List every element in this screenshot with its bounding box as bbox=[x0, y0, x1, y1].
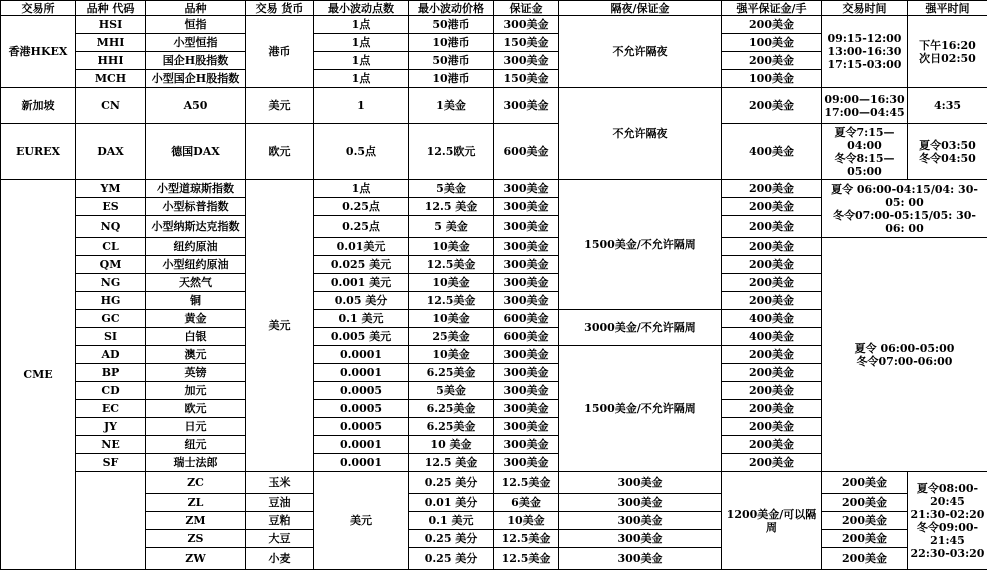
tick-value: 12.5 美金 bbox=[409, 454, 494, 472]
margin-value: 600美金 bbox=[494, 124, 559, 180]
tick-value: 5 美金 bbox=[409, 216, 494, 238]
liquidation-margin: 100美金 bbox=[722, 70, 822, 88]
header-tick: 最小波动点数 bbox=[314, 1, 409, 16]
tick-value: 12.5美金 bbox=[409, 292, 494, 310]
product-code: HHI bbox=[76, 52, 146, 70]
product-code: HSI bbox=[76, 16, 146, 34]
close-time-sg: 4:35 bbox=[908, 88, 987, 124]
tick-size: 1点 bbox=[314, 52, 409, 70]
tick-value: 10美金 bbox=[409, 274, 494, 292]
liquidation-margin: 400美金 bbox=[722, 310, 822, 328]
liquidation-margin: 400美金 bbox=[722, 328, 822, 346]
product-code: NE bbox=[76, 436, 146, 454]
liquidation-margin: 200美金 bbox=[822, 472, 908, 494]
exchange-cme: CME bbox=[1, 180, 76, 570]
liquidation-margin: 200美金 bbox=[722, 52, 822, 70]
header-liquidation: 强平保证金/手 bbox=[722, 1, 822, 16]
liquidation-margin: 200美金 bbox=[822, 494, 908, 512]
overnight-hk: 不允许隔夜 bbox=[559, 16, 722, 88]
margin-value: 150美金 bbox=[494, 70, 559, 88]
product-code: CL bbox=[76, 238, 146, 256]
liquidation-margin: 200美金 bbox=[722, 238, 822, 256]
product-name: 恒指 bbox=[146, 16, 246, 34]
margin-value: 300美金 bbox=[559, 548, 722, 570]
table-row bbox=[1, 88, 987, 124]
tick-size: 0.1 美元 bbox=[314, 310, 409, 328]
liquidation-margin: 200美金 bbox=[722, 436, 822, 454]
liquidation-margin: 200美金 bbox=[722, 274, 822, 292]
header-tick-value: 最小波动价格 bbox=[409, 1, 494, 16]
liquidation-margin: 200美金 bbox=[722, 216, 822, 238]
tick-size: 0.25 美分 bbox=[409, 472, 494, 494]
product-name: 小型国企H股指数 bbox=[146, 70, 246, 88]
product-name: 豆油 bbox=[246, 494, 314, 512]
currency-hk: 港币 bbox=[246, 16, 314, 88]
product-name: 小型恒指 bbox=[146, 34, 246, 52]
product-name: 天然气 bbox=[146, 274, 246, 292]
product-name: 豆粕 bbox=[246, 512, 314, 530]
tick-value: 10美金 bbox=[409, 310, 494, 328]
product-code: NG bbox=[76, 274, 146, 292]
table-row bbox=[1, 530, 987, 548]
product-name: 英镑 bbox=[146, 364, 246, 382]
tick-size: 1 bbox=[314, 88, 409, 124]
table-row bbox=[1, 180, 987, 198]
product-code: QM bbox=[76, 256, 146, 274]
tick-value: 12.5美金 bbox=[494, 548, 559, 570]
margin-value: 300美金 bbox=[494, 400, 559, 418]
tick-value: 10港币 bbox=[409, 34, 494, 52]
liquidation-margin: 200美金 bbox=[822, 512, 908, 530]
tick-size: 0.05 美分 bbox=[314, 292, 409, 310]
header-code: 品种 代码 bbox=[76, 1, 146, 16]
tick-value: 10 美金 bbox=[409, 436, 494, 454]
product-code: CD bbox=[76, 382, 146, 400]
product-code: HG bbox=[76, 292, 146, 310]
trade-time-cme-grain: 夏令08:00-20:45 21:30-02:20 冬令09:00-21:45 22:30-03:20 bbox=[908, 472, 987, 570]
product-name: 欧元 bbox=[146, 400, 246, 418]
tick-size: 0.005 美元 bbox=[314, 328, 409, 346]
product-name: 小型纳斯达克指数 bbox=[146, 216, 246, 238]
tick-size: 1点 bbox=[314, 34, 409, 52]
currency-eurex: 欧元 bbox=[246, 124, 314, 180]
margin-value: 300美金 bbox=[494, 436, 559, 454]
product-code: ZL bbox=[146, 494, 246, 512]
table-row bbox=[1, 548, 987, 570]
margin-value: 300美金 bbox=[494, 292, 559, 310]
product-code: SF bbox=[76, 454, 146, 472]
tick-size: 0.0005 bbox=[314, 418, 409, 436]
tick-size: 1点 bbox=[314, 180, 409, 198]
header-overnight: 隔夜/保证金 bbox=[559, 1, 722, 16]
overnight-cme-b: 3000美金/不允许隔周 bbox=[559, 310, 722, 346]
close-time-eurex: 夏令03:50 冬令04:50 bbox=[908, 124, 987, 180]
liquidation-margin: 200美金 bbox=[722, 88, 822, 124]
margin-value: 300美金 bbox=[494, 274, 559, 292]
tick-value: 10美金 bbox=[494, 512, 559, 530]
trade-time-hk: 09:15-12:00 13:00-16:30 17:15-03:00 bbox=[822, 16, 908, 88]
liquidation-margin: 200美金 bbox=[722, 400, 822, 418]
tick-size: 0.25 美分 bbox=[409, 548, 494, 570]
tick-value: 6美金 bbox=[494, 494, 559, 512]
tick-value: 5美金 bbox=[409, 180, 494, 198]
liquidation-margin: 200美金 bbox=[722, 198, 822, 216]
product-name: 日元 bbox=[146, 418, 246, 436]
product-code: SI bbox=[76, 328, 146, 346]
overnight-sg-eurex: 不允许隔夜 bbox=[559, 88, 722, 180]
tick-size: 0.1 美元 bbox=[409, 512, 494, 530]
product-code: AD bbox=[76, 346, 146, 364]
liquidation-margin: 200美金 bbox=[822, 530, 908, 548]
margin-value: 300美金 bbox=[494, 88, 559, 124]
currency-cme-2: 美元 bbox=[314, 472, 409, 570]
margin-value: 300美金 bbox=[494, 346, 559, 364]
header-product: 品种 bbox=[146, 1, 246, 16]
product-code: EC bbox=[76, 400, 146, 418]
tick-value: 12.5美金 bbox=[409, 256, 494, 274]
margin-value: 300美金 bbox=[494, 52, 559, 70]
product-name: 小型标普指数 bbox=[146, 198, 246, 216]
tick-value: 50港币 bbox=[409, 52, 494, 70]
margin-value: 300美金 bbox=[494, 454, 559, 472]
tick-size: 0.0001 bbox=[314, 346, 409, 364]
product-code: DAX bbox=[76, 124, 146, 180]
product-name: 澳元 bbox=[146, 346, 246, 364]
tick-value: 12.5美金 bbox=[494, 530, 559, 548]
margin-value: 300美金 bbox=[559, 512, 722, 530]
tick-value: 10港币 bbox=[409, 70, 494, 88]
liquidation-margin: 200美金 bbox=[722, 292, 822, 310]
exchange-sg: 新加坡 bbox=[1, 88, 76, 124]
liquidation-margin: 200美金 bbox=[822, 548, 908, 570]
liquidation-margin: 200美金 bbox=[722, 180, 822, 198]
liquidation-margin: 400美金 bbox=[722, 124, 822, 180]
liquidation-margin: 200美金 bbox=[722, 346, 822, 364]
trade-time-cme-mid: 夏令 06:00-05:00 冬令07:00-06:00 bbox=[822, 238, 987, 472]
margin-value: 300美金 bbox=[494, 418, 559, 436]
tick-value: 10美金 bbox=[409, 346, 494, 364]
margin-value: 300美金 bbox=[559, 530, 722, 548]
tick-size: 0.0001 bbox=[314, 454, 409, 472]
product-name: 纽约原油 bbox=[146, 238, 246, 256]
product-code: ZM bbox=[146, 512, 246, 530]
tick-value: 50港币 bbox=[409, 16, 494, 34]
table-row bbox=[1, 494, 987, 512]
tick-value: 6.25美金 bbox=[409, 418, 494, 436]
product-name: 国企H股指数 bbox=[146, 52, 246, 70]
close-time-hk: 下午16:20 次日02:50 bbox=[908, 16, 987, 88]
liquidation-margin: 200美金 bbox=[722, 364, 822, 382]
header-row bbox=[1, 1, 987, 16]
tick-value: 6.25美金 bbox=[409, 400, 494, 418]
overnight-cme-a: 1500美金/不允许隔周 bbox=[559, 180, 722, 310]
product-code: ES bbox=[76, 198, 146, 216]
liquidation-margin: 100美金 bbox=[722, 34, 822, 52]
overnight-cme-c: 1500美金/不允许隔周 bbox=[559, 346, 722, 472]
tick-size: 0.01美元 bbox=[314, 238, 409, 256]
table-row bbox=[1, 16, 987, 34]
tick-size: 0.0001 bbox=[314, 436, 409, 454]
header-close-time: 强平时间 bbox=[908, 1, 987, 16]
tick-size: 0.0005 bbox=[314, 400, 409, 418]
exchange-eurex: EUREX bbox=[1, 124, 76, 180]
product-code: ZS bbox=[146, 530, 246, 548]
margin-value: 300美金 bbox=[494, 256, 559, 274]
margin-value: 300美金 bbox=[494, 238, 559, 256]
trade-time-sg: 09:00—16:30 17:00—04:45 bbox=[822, 88, 908, 124]
liquidation-margin: 200美金 bbox=[722, 16, 822, 34]
table-row bbox=[1, 238, 987, 256]
margin-value: 600美金 bbox=[494, 328, 559, 346]
product-code: NQ bbox=[76, 216, 146, 238]
product-name: 白银 bbox=[146, 328, 246, 346]
margin-value: 300美金 bbox=[494, 198, 559, 216]
tick-size: 1点 bbox=[314, 70, 409, 88]
tick-size: 0.0005 bbox=[314, 382, 409, 400]
tick-size: 0.25点 bbox=[314, 216, 409, 238]
table-row bbox=[1, 512, 987, 530]
product-code: GC bbox=[76, 310, 146, 328]
exchange-hk: 香港HKEX bbox=[1, 16, 76, 88]
product-name: 玉米 bbox=[246, 472, 314, 494]
product-name: 大豆 bbox=[246, 530, 314, 548]
margin-value: 150美金 bbox=[494, 34, 559, 52]
product-name: 德国DAX bbox=[146, 124, 246, 180]
header-exchange: 交易所 bbox=[1, 1, 76, 16]
product-code: MHI bbox=[76, 34, 146, 52]
tick-size: 0.5点 bbox=[314, 124, 409, 180]
trade-time-cme-index: 夏令 06:00-04:15/04: 30- 05: 00 冬令07:00-05:15/05: 30- 06: 00 bbox=[822, 180, 987, 238]
header-margin: 保证金 bbox=[494, 1, 559, 16]
tick-value: 6.25美金 bbox=[409, 364, 494, 382]
liquidation-margin: 200美金 bbox=[722, 454, 822, 472]
tick-size: 0.0001 bbox=[314, 364, 409, 382]
header-currency: 交易 货币 bbox=[246, 1, 314, 16]
tick-value: 10美金 bbox=[409, 238, 494, 256]
liquidation-margin: 200美金 bbox=[722, 382, 822, 400]
product-name: 小型纽约原油 bbox=[146, 256, 246, 274]
product-name: 小型道琼斯指数 bbox=[146, 180, 246, 198]
currency-cme-1: 美元 bbox=[246, 180, 314, 472]
table-row bbox=[1, 472, 987, 494]
product-name: 铜 bbox=[146, 292, 246, 310]
margin-value: 300美金 bbox=[494, 180, 559, 198]
tick-value: 12.5 美金 bbox=[409, 198, 494, 216]
product-name: 瑞士法郎 bbox=[146, 454, 246, 472]
tick-value: 25美金 bbox=[409, 328, 494, 346]
tick-value: 12.5美金 bbox=[494, 472, 559, 494]
product-code: JY bbox=[76, 418, 146, 436]
margin-value: 600美金 bbox=[494, 310, 559, 328]
product-name: 纽元 bbox=[146, 436, 246, 454]
overnight-cme-d: 1200美金/可以隔周 bbox=[722, 472, 822, 570]
exchange-cme-grain bbox=[76, 472, 146, 570]
product-name: 黄金 bbox=[146, 310, 246, 328]
product-code: BP bbox=[76, 364, 146, 382]
product-code: YM bbox=[76, 180, 146, 198]
margin-value: 300美金 bbox=[494, 16, 559, 34]
product-name: 小麦 bbox=[246, 548, 314, 570]
tick-size: 0.25 美分 bbox=[409, 530, 494, 548]
product-code: CN bbox=[76, 88, 146, 124]
product-name: A50 bbox=[146, 88, 246, 124]
liquidation-margin: 200美金 bbox=[722, 418, 822, 436]
tick-size: 0.025 美元 bbox=[314, 256, 409, 274]
trade-time-eurex: 夏令7:15— 04:00 冬令8:15— 05:00 bbox=[822, 124, 908, 180]
margin-value: 300美金 bbox=[494, 364, 559, 382]
product-name: 加元 bbox=[146, 382, 246, 400]
header-trade-time: 交易时间 bbox=[822, 1, 908, 16]
margin-value: 300美金 bbox=[494, 216, 559, 238]
tick-size: 1点 bbox=[314, 16, 409, 34]
margin-value: 300美金 bbox=[494, 382, 559, 400]
tick-size: 0.25点 bbox=[314, 198, 409, 216]
margin-value: 300美金 bbox=[559, 472, 722, 494]
tick-value: 12.5欧元 bbox=[409, 124, 494, 180]
product-code: ZW bbox=[146, 548, 246, 570]
tick-value: 1美金 bbox=[409, 88, 494, 124]
tick-size: 0.01 美分 bbox=[409, 494, 494, 512]
product-code: MCH bbox=[76, 70, 146, 88]
liquidation-margin: 200美金 bbox=[722, 256, 822, 274]
margin-value: 300美金 bbox=[559, 494, 722, 512]
currency-sg: 美元 bbox=[246, 88, 314, 124]
tick-size: 0.001 美元 bbox=[314, 274, 409, 292]
tick-value: 5美金 bbox=[409, 382, 494, 400]
product-code: ZC bbox=[146, 472, 246, 494]
table-row bbox=[1, 124, 987, 180]
